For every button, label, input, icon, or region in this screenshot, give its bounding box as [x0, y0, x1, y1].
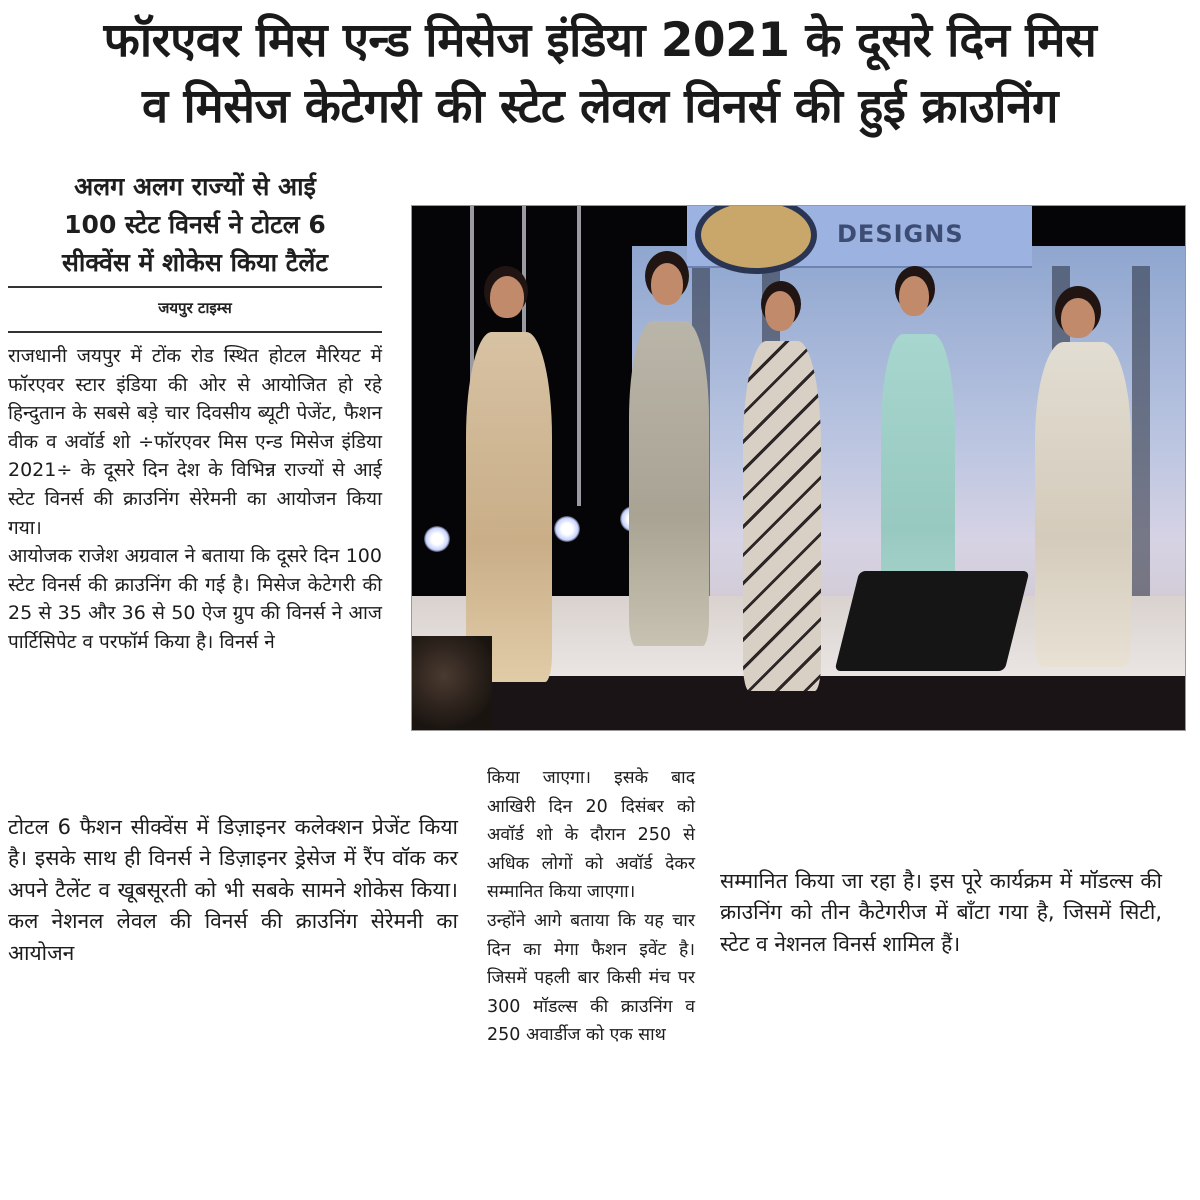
divider-top [8, 286, 382, 288]
audience-member [412, 636, 492, 731]
article-column-middle [487, 764, 695, 1050]
stage-truss [577, 206, 581, 506]
curtain [1132, 266, 1150, 646]
article-column-right [720, 866, 1162, 960]
paragraph: आयोजक राजेश अग्रवाल ने बताया कि दूसरे दिन 100 स्टेट विनर्स की क्राउनिंग की गई है। मिसेज केटेगरी की 25 से 35 और 36 से 50 ऐज ग्रुप की विनर्स ने आज पार्टिसिपेट व परफॉर्म किया है। विनर्स ने [8, 545, 382, 653]
paragraph: राजधानी जयपुर में टोंक रोड स्थित होटल मैरियट में फॉरएवर स्टार इंडिया की ओर से आयोजित हो रहे हिन्दुतान के सबसे बड़े चार दिवसीय ब्यूटी पेजेंट, फैशन वीक व अवॉर्ड शो ÷फॉरएवर मिस एन्ड मिसेज इंडिया 2021÷ के दूसरे दिन देश के विभिन्न राज्यों से आई स्टेट विनर्स की क्राउनिंग सेरेमनी का आयोजन किया गया। [8, 345, 382, 539]
divider-bottom [8, 331, 382, 333]
paragraph: किया जाएगा। इसके बाद आखिरी दिन 20 दिसंबर को अवॉर्ड शो के दौरान 250 से अधिक लोगों को अवॉर्ड देकर सम्मानित किया जाएगा। [487, 768, 695, 903]
article-column-left-bottom [8, 812, 458, 969]
spotlight-icon [424, 526, 450, 552]
subheadline-line-3: सीक्वेंस में शोकेस किया टैलेंट [62, 248, 328, 277]
spotlight-icon [554, 516, 580, 542]
paragraph: सम्मानित किया जा रहा है। इस पूरे कार्यक्रम में मॉडल्स की क्राउनिंग को तीन कैटेगरीज में बाँटा गया है, जिसमें सिटी, स्टेट व नेशनल विनर्स शामिल हैं। [720, 869, 1162, 956]
subheadline-line-2: 100 स्टेट विनर्स ने टोटल 6 [64, 210, 326, 239]
sponsor-sign-text: DESIGNS [837, 220, 964, 248]
byline: जयपुर टाइम्स [158, 299, 232, 317]
article-column-left-top [8, 342, 382, 657]
article-photo [411, 205, 1186, 731]
paragraph: टोटल 6 फैशन सीक्वेंस में डिज़ाइनर कलेक्शन प्रेजेंट किया है। इसके साथ ही विनर्स ने डिज़ाइनर ड्रेसेज में रैंप वॉक कर अपने टैलेंट व खूबसूरती को भी सबके सामने शोकेस किया। कल नेशनल लेवल की विनर्स की क्राउनिंग सेरेमनी का आयोजन [8, 815, 458, 965]
headline-line-1: फॉरएवर मिस एन्ड मिसेज इंडिया 2021 के दूसरे दिन मिस [103, 13, 1097, 68]
stage-speaker [835, 571, 1030, 671]
subheadline [8, 168, 382, 282]
headline [0, 8, 1200, 140]
sponsor-logo-icon [695, 205, 817, 274]
paragraph: उन्होंने आगे बताया कि यह चार दिन का मेगा फैशन इवेंट है। जिसमें पहली बार किसी मंच पर 300 मॉडल्स की क्राउनिंग व 250 अवार्डीज को एक साथ [487, 910, 695, 1046]
sponsor-sign [687, 206, 1032, 268]
subheadline-line-1: अलग अलग राज्यों से आई [74, 172, 316, 201]
headline-line-2: व मिसेज केटेगरी की स्टेट लेवल विनर्स की हुई क्राउनिंग [142, 79, 1058, 134]
